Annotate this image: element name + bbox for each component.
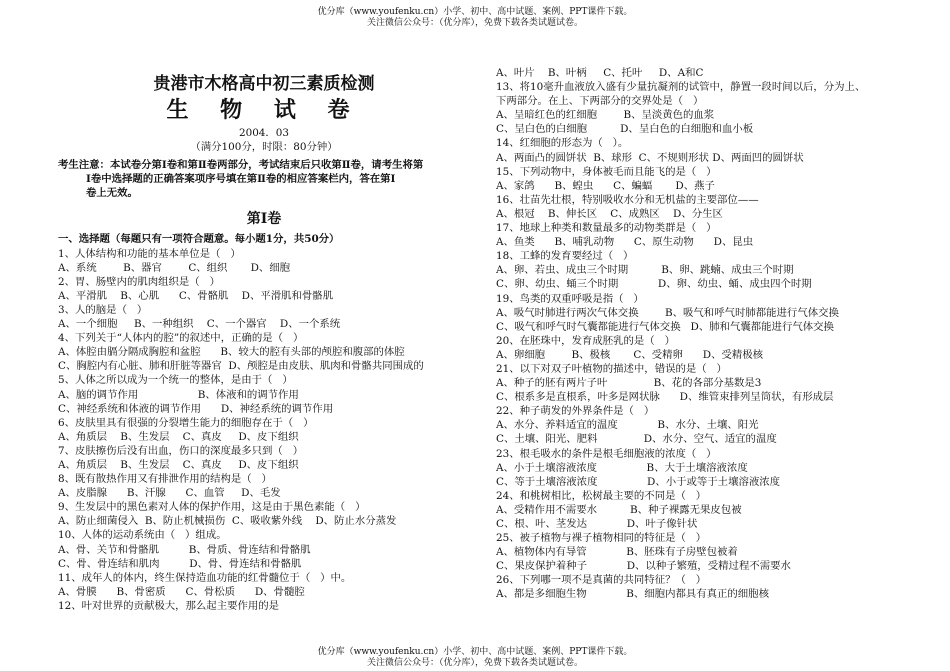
question-line: A、家鸽 B、蝗虫 C、蝙蝠 D、燕子: [496, 179, 715, 192]
question-line: C、根、叶、茎发达 D、叶子像针状: [496, 518, 698, 530]
question-line: A、鱼类 B、哺乳动物 C、原生动物 D、昆虫: [496, 236, 754, 249]
page-footer: [0, 647, 950, 669]
question-line: A、防止细菌侵入 B、防止机械损伤 C、吸收紫外线 D、防止水分蒸发: [58, 515, 397, 528]
exam-subject: 生 物 试 卷: [166, 98, 362, 123]
question-line: C、根系多是直根系，叶多是网状脉 D、维管束排列呈筒状，有形成层: [496, 391, 834, 404]
question-line: 14、红细胞的形态为（ ）。: [496, 137, 629, 150]
header-line-1: 优分库（www.youfenku.cn）小学、初中、高中试题、案例、PPT课件下载。: [317, 7, 633, 17]
right-column: [496, 66, 926, 602]
question-line: A、两面凸的圆饼状 B、球形 C、不规则形状 D、两面凹的圆饼状: [496, 151, 804, 164]
notice-line-1: 考生注意：本试卷分第Ⅰ卷和第Ⅱ卷两部分，考试结束后只收第Ⅱ卷，请考生将第: [58, 159, 424, 172]
question-line: A、吸气时肺进行两次气体交换 B、吸气和呼气时肺都能进行气体交换: [496, 306, 839, 319]
question-line: 3、人的脑是（ ）: [58, 303, 148, 316]
question-line: A、体腔由膈分隔成胸腔和盆腔 B、较大的腔有头部的颅腔和腹部的体腔: [58, 346, 405, 359]
question-line: 11、成年人的体内，终生保持造血功能的红骨髓位于（ ）中。: [58, 571, 352, 584]
exam-date: 2004．03: [238, 127, 290, 139]
question-line: A、都是多细胞生物 B、细胞内都具有真正的细胞核: [496, 588, 769, 601]
question-line: A、脑的调节作用 B、体液和的调节作用: [58, 388, 299, 401]
question-line: 下两部分。在上、下两部分的交界处是（ ）: [496, 95, 704, 108]
question-line: 26、下列哪一项不是真菌的共同特征？（ ）: [496, 574, 707, 587]
question-line: A、角质层 B、生发层 C、真皮 D、皮下组织: [58, 458, 299, 471]
question-line: 17、地球上种类和数量最多的动物类群是（ ）: [496, 222, 717, 235]
question-line: A、叶片 B、叶柄 C、托叶 D、A和C: [496, 67, 704, 79]
section-title: 一、选择题（每题只有一项符合题意。每小题1分，共50分）: [58, 233, 340, 246]
question-line: A、骨膜 B、骨密质 C、骨松质 D、骨髓腔: [58, 585, 305, 598]
question-line: 23、根毛吸水的条件是根毛细胞液的浓度（ ）: [496, 447, 717, 460]
question-line: 12、叶对世界的贡献极大，那么起主要作用的是: [58, 599, 280, 612]
left-question-list: [58, 247, 470, 613]
notice-line-2: Ⅰ卷中选择题的正确答案项序号填在第Ⅱ卷的相应答案栏内，答在第Ⅰ: [86, 173, 396, 186]
exam-title: 贵港市木格高中初三素质检测: [153, 74, 375, 94]
question-line: A、种子的胚有两片子叶 B、花的各部分基数是3: [496, 377, 762, 390]
exam-notice: [58, 158, 470, 200]
question-line: A、骨、关节和骨骼肌 B、骨质、骨连结和骨骼肌: [58, 543, 311, 556]
left-column: [58, 72, 470, 613]
question-line: A、卵细胞 B、极核 C、受精卵 D、受精极核: [496, 348, 764, 361]
question-line: 15、下列动物中，身体被毛而且能飞的是（ ）: [496, 165, 717, 178]
question-line: A、一个细胞 B、一种组织 C、一个器官 D、一个系统: [58, 318, 341, 331]
right-question-list: [496, 66, 926, 602]
question-line: 7、皮肤擦伤后没有出血，伤口的深度最多只到（ ）: [58, 444, 304, 457]
question-line: C、卵、幼虫、蛹三个时期 D、卵、幼虫、蛹、成虫四个时期: [496, 278, 812, 291]
part-title: 第Ⅰ卷: [246, 211, 282, 228]
question-line: A、卵、若虫、成虫三个时期 B、卵、跳蝻、成虫三个时期: [496, 264, 794, 277]
question-line: 10、人体的运动系统由（ ）组成。: [58, 529, 227, 542]
question-line: A、受精作用不需要水 B、种子裸露无果皮包被: [496, 503, 742, 516]
question-line: A、根冠 B、伸长区 C、成熟区 D、分生区: [496, 207, 723, 220]
question-line: A、植物体内有导管 B、胚珠有子房壁包被着: [496, 546, 738, 559]
question-line: C、呈白色的白细胞 D、呈白色的白细胞和血小板: [496, 123, 754, 136]
question-line: C、吸气和呼气时气囊都能进行气体交换 D、肺和气囊都能进行气体交换: [496, 320, 834, 333]
question-line: 18、工蜂的发育要经过（ ）: [496, 250, 634, 263]
question-line: 8、既有散热作用又有排泄作用的结构是（ ）: [58, 473, 272, 486]
question-line: 6、皮肤里具有很强的分裂增生能力的细胞存在于（ ）: [58, 416, 314, 429]
question-line: 5、人体之所以成为一个统一的整体，是由于（ ）: [58, 374, 293, 387]
question-line: 20、在胚珠中，发育成胚乳的是（ ）: [496, 334, 675, 347]
question-line: A、呈暗红色的红细胞 B、呈淡黄色的血浆: [496, 109, 715, 122]
footer-line-1: 优分库（www.youfenku.cn）小学、初中、高中试题、案例、PPT课件下载。: [317, 647, 633, 657]
question-line: C、果皮保护着种子 D、以种子繁殖，受精过程不需要水: [496, 560, 791, 573]
header-line-2: 关注微信公众号：（优分库），免费下载各类试题试卷。: [366, 18, 583, 28]
question-line: 4、下列关于“人体内的腔”的叙述中，正确的是（ ）: [58, 332, 304, 345]
question-line: 16、壮苗先壮根，特别吸收水分和无机盐的主要部位——: [496, 193, 759, 206]
question-line: A、角质层 B、生发层 C、真皮 D、皮下组织: [58, 430, 299, 443]
question-line: 9、生发层中的黑色素对人体的保护作用，这是由于黑色素能（ ）: [58, 501, 366, 514]
question-line: A、皮脂腺 B、汗腺 C、血管 D、毛发: [58, 487, 281, 500]
question-line: A、水分、养料适宜的温度 B、水分、土壤、阳光: [496, 419, 759, 432]
page-header: [0, 7, 950, 29]
question-line: C、等于土壤溶液浓度 D、小于或等于土壤溶液浓度: [496, 475, 781, 488]
notice-line-3: 卷上无效。: [86, 187, 138, 200]
question-line: A、系统 B、器官 C、组织 D、细胞: [58, 261, 291, 274]
question-line: 21、以下对双子叶植物的描述中，错误的是（ ）: [496, 362, 727, 375]
question-line: 13、将10毫升血液放入盛有少量抗凝剂的试管中，静置一段时间以后，分为上、: [496, 81, 866, 94]
question-line: C、骨、骨连结和肌肉 D、骨、骨连结和骨骼肌: [58, 557, 302, 570]
question-line: 22、种子萌发的外界条件是（ ）: [496, 405, 655, 418]
question-line: 19、鸟类的双重呼吸是指（ ）: [496, 292, 644, 305]
question-line: 25、被子植物与裸子植物相同的特征是（ ）: [496, 532, 707, 545]
question-line: 2、胃、肠壁内的肌肉组织是（ ）: [58, 275, 220, 288]
question-line: 24、和桃树相比，松树最主要的不同是（ ）: [496, 489, 707, 502]
question-line: A、平滑肌 B、心肌 C、骨骼肌 D、平滑肌和骨骼肌: [58, 289, 334, 302]
question-line: 1、人体结构和功能的基本单位是（ ）: [58, 247, 241, 260]
footer-line-2: 关注微信公众号：（优分库），免费下载各类试题试卷。: [366, 658, 583, 668]
question-line: C、胸腔内有心脏、肺和肝脏等器官 D、颅腔是由皮肤、肌肉和骨骼共同围成的: [58, 360, 424, 373]
exam-score-time: （满分100分，时限：80分钟）: [190, 141, 338, 154]
question-line: A、小于土壤溶液浓度 B、大于土壤溶液浓度: [496, 461, 748, 474]
question-line: C、神经系统和体液的调节作用 D、神经系统的调节作用: [58, 402, 334, 415]
question-line: C、土壤、阳光、肥料 D、水分、空气、适宜的温度: [496, 433, 777, 446]
